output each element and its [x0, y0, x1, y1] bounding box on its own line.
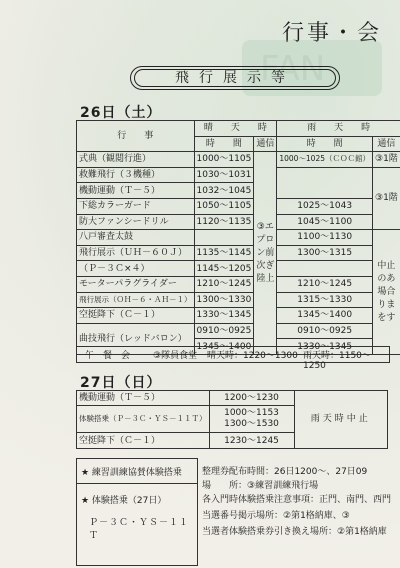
rainy-time-cell: 1000～1025（ＣＯＣ館） — [277, 152, 373, 168]
rainy-note-cell: ③1階 — [373, 152, 400, 168]
event-cell: （Ｐ－３Ｃ×４） — [77, 261, 195, 277]
event-cell: 体験搭乗（Ｐ－３Ｃ・ＹＳ－１１Ｔ） — [77, 406, 210, 433]
rainy-time-cell: 0910～0925 — [277, 323, 373, 339]
col-rainy-header: 雨 天 時 — [277, 121, 400, 137]
day1-schedule-table — [76, 120, 400, 355]
sunny-time-cell: 1135～1145 — [194, 245, 254, 261]
info-box-divider — [77, 483, 197, 484]
event-cell: 機動運動（Ｔ－５） — [77, 391, 210, 406]
info-line: 整理券配布時間：26日1200～、27日09 — [202, 467, 368, 477]
sunny-time-cell: 0910～0925 — [194, 323, 254, 339]
sunny-time-cell: 1032～1045 — [194, 183, 254, 199]
sunny-time-cell: 1300～1330 — [194, 292, 254, 308]
rainy-time-cell: 1345～1400 — [277, 308, 373, 324]
event-cell: 八戸審査太鼓 — [77, 230, 195, 246]
col-event-header: 行 事 — [77, 121, 195, 152]
info-line: 当選者体験搭乗券引き換え場所：②第1格納庫 — [202, 527, 387, 537]
col-sunny-header: 晴 天 時 — [194, 121, 277, 137]
event-cell: 救難飛行（３機種） — [77, 167, 195, 183]
sunny-time-cell: 1120～1135 — [194, 214, 254, 230]
lunch-rainy: 雨天時：1150～1250 — [303, 351, 371, 371]
col-rainy-access: 通信 — [373, 136, 400, 152]
lunch-sunny: 晴天時：1220～1300 — [207, 351, 298, 361]
table-row — [77, 292, 400, 308]
rainy-side-note2: 中止のあ場合りまをす — [373, 230, 400, 355]
event-cell: 式典（観閲行進） — [77, 152, 195, 168]
table-row — [77, 245, 400, 261]
rainy-time-cell: 1315～1330 — [277, 292, 373, 308]
col-sunny-access: 通信 — [254, 136, 277, 152]
sunny-time-cell: 1145～1205 — [194, 261, 254, 277]
table-row — [77, 276, 400, 292]
svg-text:FAN: FAN — [260, 49, 326, 89]
sunny-time-cell: 1210～1245 — [194, 276, 254, 292]
day2-heading: 27日（日） — [80, 375, 162, 391]
table-row — [77, 261, 400, 277]
info-box-label-1: ★ 練習訓練協賛体験搭乗 — [81, 468, 182, 478]
info-line: 当選番号掲示場所：②第1格納庫、③ — [202, 511, 350, 521]
event-cell: 曲技飛行（レッドバロン） — [77, 323, 195, 354]
section-title-box — [130, 66, 340, 90]
event-cell: モーターパラグライダー — [77, 276, 195, 292]
rainy-time-cell: 1330～1345 — [277, 339, 373, 355]
info-line: 各入門時体験搭乗注意事項：正門、南門、西門 — [202, 495, 392, 505]
event-cell: 飛行展示（ＵＨ－６０Ｊ） — [77, 245, 195, 261]
event-cell: 機動運動（Ｔ－５） — [77, 183, 195, 199]
rainy-side-note: ③1階 — [373, 167, 400, 229]
day2-rainy-note: 雨天時中止 — [294, 391, 388, 449]
table-row — [77, 198, 400, 214]
info-box-label-2: ★ 体験搭乗（27日） — [81, 496, 167, 506]
sunny-time-cell — [194, 230, 254, 246]
page-title: 行事・会 — [282, 21, 383, 46]
info-line: 場 所：③練習訓練飛行場 — [202, 481, 319, 491]
sunny-time-cell: 1000～1153 1300～1530 — [209, 406, 294, 433]
col-rainy-time: 時 間 — [277, 136, 373, 152]
event-cell: 飛行展示（ＯＨ－６・ＡＨ－１） — [77, 292, 195, 308]
boarding-info-box — [76, 458, 198, 566]
rainy-blank-cell — [277, 167, 373, 198]
sunny-time-cell: 1050～1105 — [194, 198, 254, 214]
rainy-time-cell: 1045～1100 — [277, 214, 373, 230]
table-row — [77, 323, 400, 339]
col-sunny-time: 時 間 — [194, 136, 254, 152]
table-row — [77, 167, 400, 183]
day1-heading: 26日（土） — [80, 105, 162, 121]
event-cell: 防大ファンシードリル — [77, 214, 195, 230]
table-row — [77, 308, 400, 324]
event-cell: 空挺降下（Ｃ－１） — [77, 308, 195, 324]
table-row — [77, 391, 388, 406]
lunch-place: ③隊員食堂 — [153, 351, 198, 361]
rainy-time-cell: 1025～1043 — [277, 198, 373, 214]
boarding-info — [76, 458, 394, 564]
table-header-row — [77, 121, 400, 137]
day2-schedule-table — [76, 390, 388, 449]
section-title: 飛行展示等 — [134, 69, 336, 87]
rainy-time-cell — [277, 261, 373, 277]
table-row — [77, 214, 400, 230]
sunny-time-cell: 1230～1245 — [209, 433, 294, 448]
sunny-time-cell: 1345～1400 — [194, 339, 254, 355]
sunny-time-cell: 1330～1345 — [194, 308, 254, 324]
sunny-access-note: ③エプロン前次ぎ陸上 — [254, 152, 277, 355]
info-box-label-3: Ｐ－３Ｃ・ＹＳ－１１Ｔ — [89, 518, 190, 541]
rainy-time-cell: 1100～1130 — [277, 230, 373, 246]
table-row — [77, 230, 400, 246]
sunny-time-cell: 1200～1230 — [209, 391, 294, 406]
rainy-time-cell: 1210～1245 — [277, 276, 373, 292]
event-cell: 下総カラーガード — [77, 198, 195, 214]
sunny-time-cell: 1000～1105 — [194, 152, 254, 168]
rainy-time-cell: 1300～1315 — [277, 245, 373, 261]
table-row — [77, 152, 400, 168]
event-cell: 空挺降下（Ｃ－１） — [77, 433, 210, 448]
sunny-time-cell: 1030～1031 — [194, 167, 254, 183]
lunch-label: 午 餐 会 — [85, 351, 131, 361]
lunch-row — [76, 346, 390, 371]
